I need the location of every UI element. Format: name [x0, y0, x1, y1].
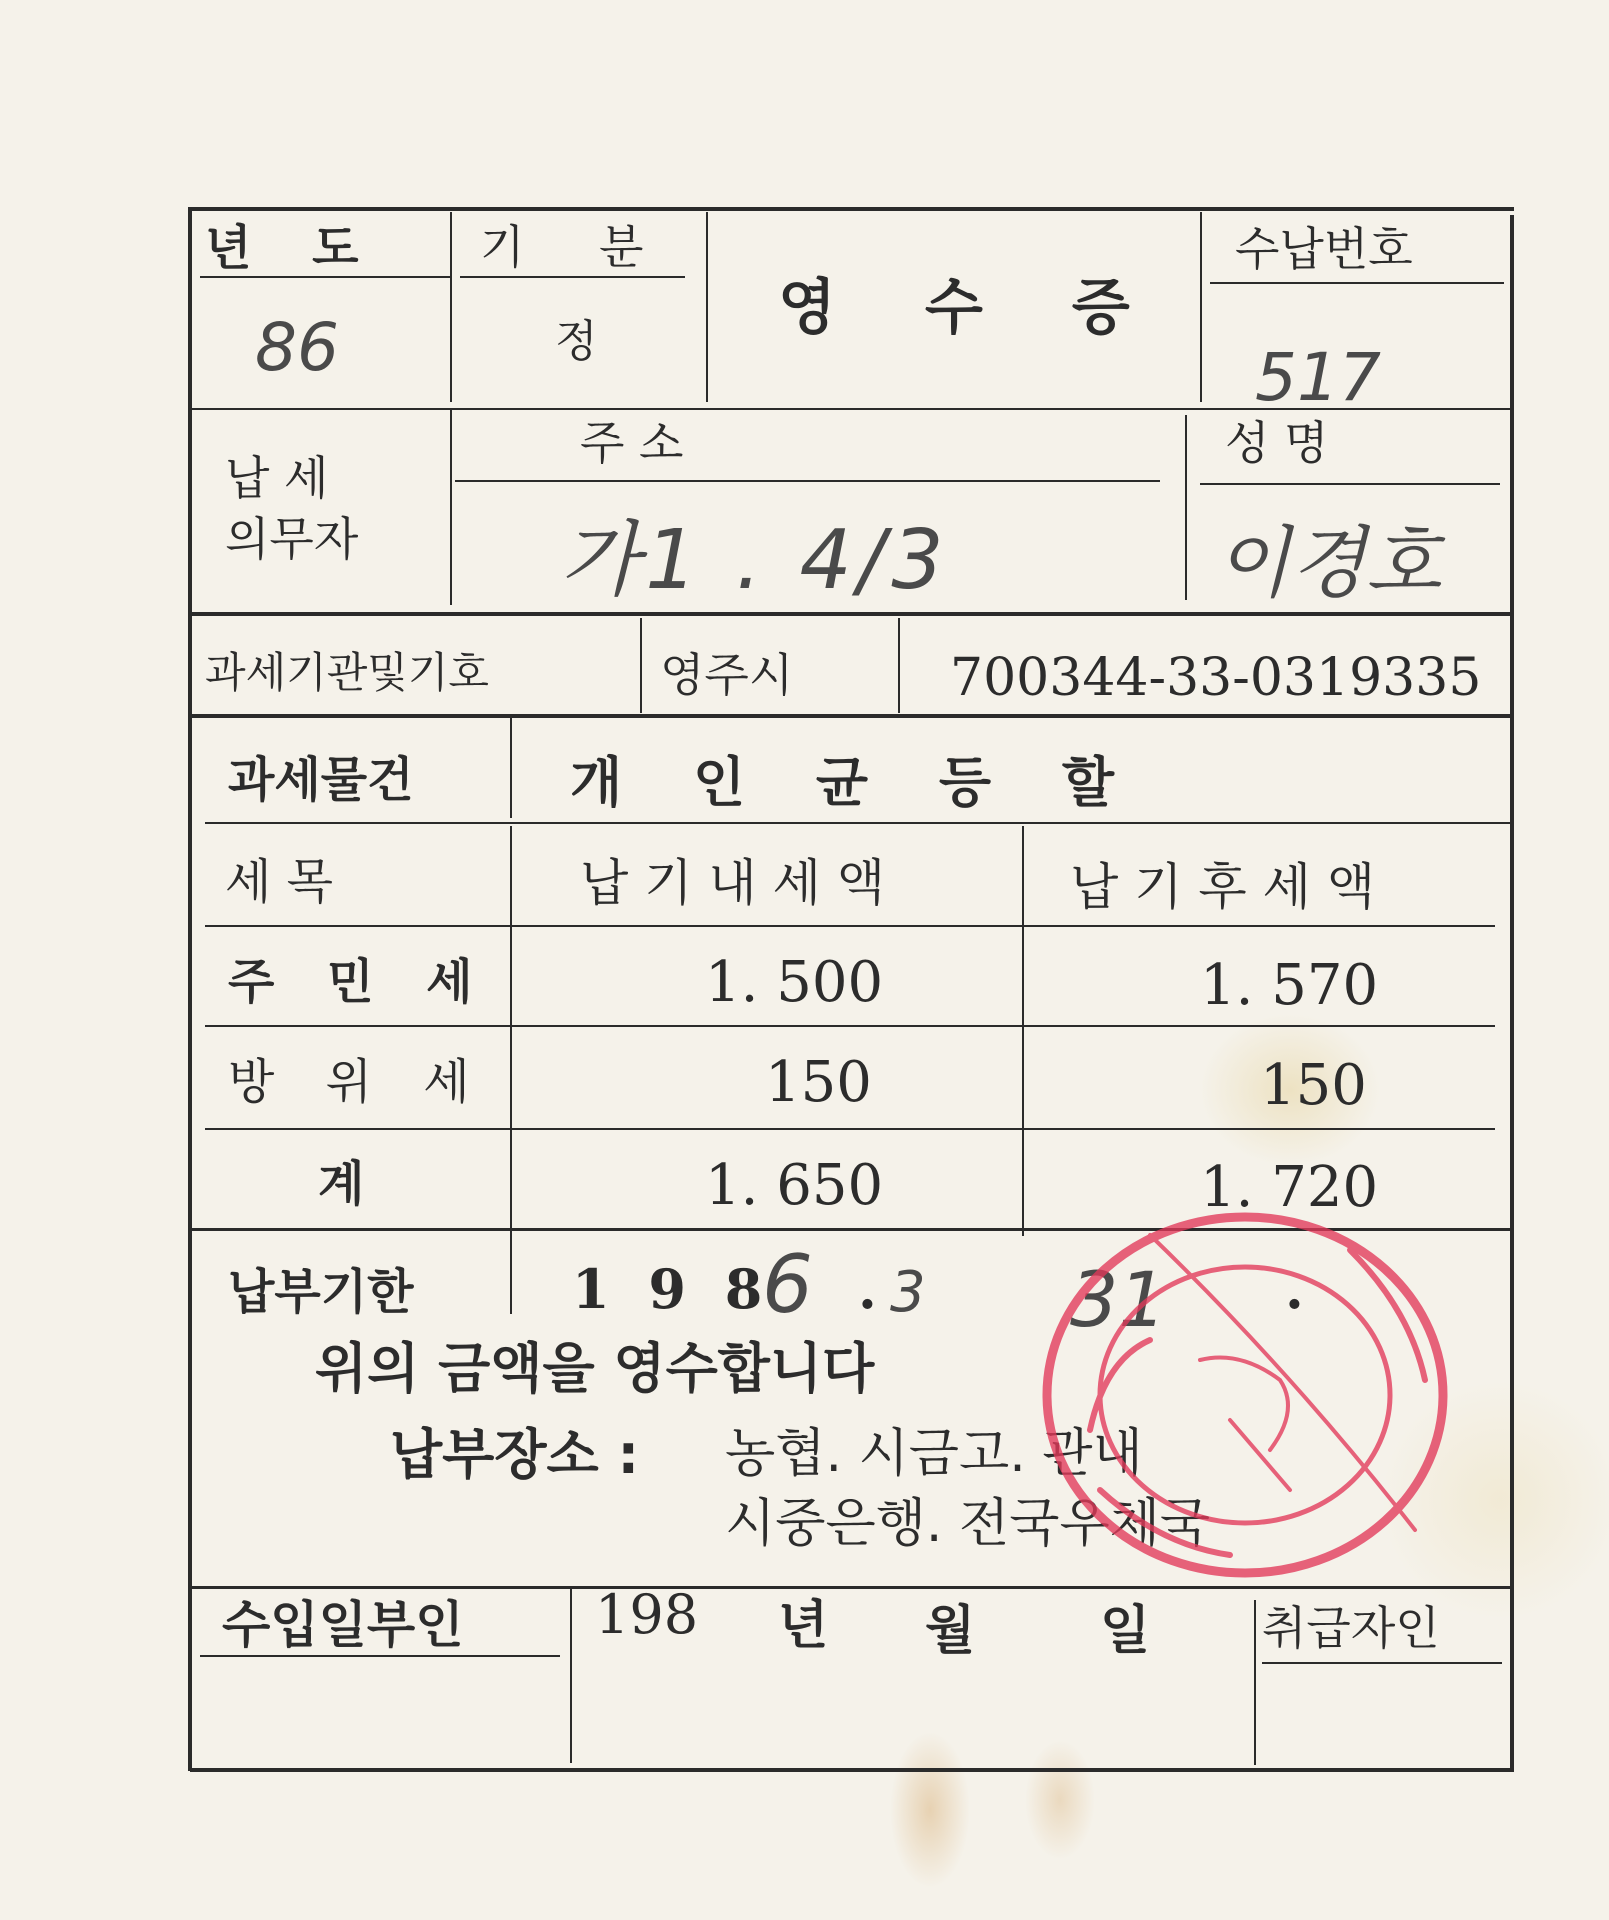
- row-total-item: 계: [318, 1156, 365, 1212]
- payment-place-label: 납부장소 :: [390, 1423, 640, 1486]
- deadline-month: 3: [890, 1260, 926, 1325]
- bank-seal-stamp: [1030, 1190, 1470, 1590]
- deadline-day: 31: [1070, 1255, 1167, 1344]
- row-total-before: 1. 650: [705, 1153, 884, 1218]
- row-total-after: 1. 720: [1200, 1155, 1379, 1220]
- row-resident-tax-after: 1. 570: [1200, 953, 1379, 1018]
- deadline-dot-1: .: [858, 1257, 877, 1321]
- receipt-date-month-unit: 월: [925, 1601, 976, 1661]
- seal-inner-ring: [1100, 1267, 1390, 1523]
- agency-label: 과세기관및기호: [205, 648, 490, 697]
- name-label: 성 명: [1225, 416, 1329, 470]
- stamp-date-label: 수입일부인: [222, 1596, 464, 1654]
- year-label: 년 도: [205, 220, 381, 276]
- receipt-date-day-unit: 일: [1100, 1601, 1151, 1661]
- row-defense-tax-before: 150: [765, 1050, 872, 1115]
- col-header-before-due: 납 기 내 세 액: [580, 854, 886, 912]
- deadline-label: 납부기한: [228, 1264, 414, 1320]
- agency-city: 영주시: [660, 648, 794, 702]
- period-value: 정: [555, 316, 598, 367]
- deadline-year-digit: 6: [762, 1238, 813, 1331]
- period-label: 기 분: [480, 220, 674, 274]
- address-value: 가1 . 4/3: [560, 513, 950, 608]
- col-header-item: 세 목: [225, 854, 333, 910]
- frame-bottom: [190, 1768, 1514, 1772]
- receipt-number-value: 517: [1255, 339, 1381, 416]
- deadline-year-prefix: 1 9 8: [572, 1257, 773, 1321]
- row-defense-tax-item: 방 위 세: [228, 1054, 488, 1110]
- object-label: 과세물건: [228, 752, 414, 808]
- receipt-number-label: 수납번호: [1235, 222, 1413, 276]
- frame-left: [188, 207, 192, 1771]
- payment-place-line1: 농협. 시금고. 관내: [725, 1424, 1143, 1484]
- frame-right: [1510, 215, 1514, 1770]
- receipt-date-year-unit: 년: [778, 1596, 829, 1656]
- row-resident-tax-item: 주 민 세: [228, 954, 491, 1010]
- deadline-dot-2: .: [1285, 1257, 1304, 1321]
- taxpayer-label-line2: 의무자: [225, 512, 359, 566]
- row-resident-tax-before: 1. 500: [705, 950, 884, 1015]
- col-header-after-due: 납 기 후 세 액: [1070, 858, 1376, 916]
- seal-outer-ring: [1047, 1217, 1443, 1573]
- year-value: 86: [255, 309, 339, 386]
- taxpayer-label-line1: 납 세: [225, 451, 329, 505]
- agency-code: 700344-33-0319335: [950, 648, 1482, 708]
- address-label: 주 소: [580, 416, 684, 470]
- frame-top: [188, 207, 1514, 211]
- receipt-notice: 위의 금액을 영수합니다: [315, 1337, 875, 1400]
- row-defense-tax-after: 150: [1260, 1053, 1367, 1118]
- object-value: 개 인 균 등 할: [570, 751, 1141, 814]
- receipt-date-prefix: 198: [595, 1583, 699, 1646]
- receipt-title: 영 수 증: [778, 273, 1164, 343]
- payment-place-line2: 시중은행. 전국우체국: [725, 1494, 1211, 1554]
- handler-seal-label: 취급자인: [1262, 1601, 1440, 1655]
- name-value: 이경호: [1215, 519, 1442, 609]
